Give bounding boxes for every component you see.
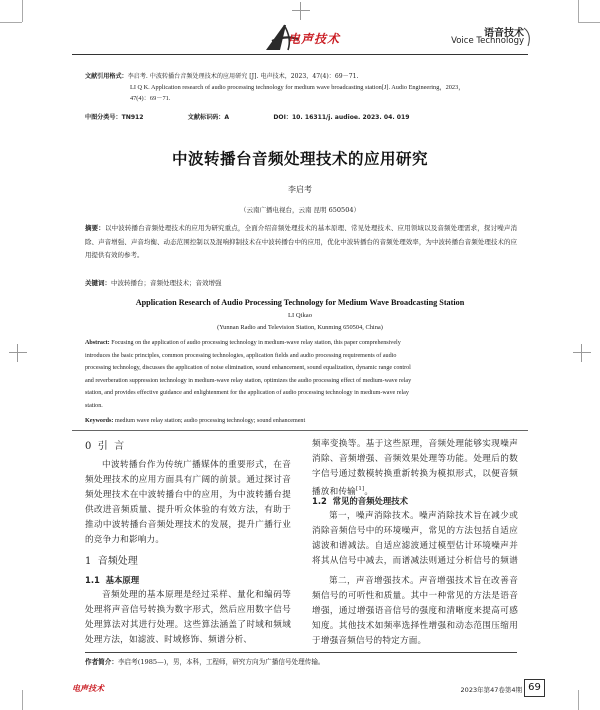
crop-mark xyxy=(578,22,600,23)
crop-mark xyxy=(22,0,23,22)
keywords-zh-text: 中波转播台；音频处理技术；音效增强 xyxy=(111,279,222,287)
author-footnote xyxy=(85,656,325,666)
doi-value: 10. 16311/j. audioe. 2023. 04. 019 xyxy=(291,114,410,121)
crop-mark xyxy=(22,690,23,710)
footnote-text: 李启考(1985—)，男，本科，工程师，研究方向为广播信号处理传输。 xyxy=(117,658,325,666)
section-1-1-paragraph: 音频处理的基本原理是经过采样、量化和编码等处理将声音信号转换为数字形式，然后应用数字信号处理算法对其进行处理。这些算法涵盖了时域和频域处理方法，如滤波、时域修饰、频谱分析、 xyxy=(85,590,291,645)
citation-block xyxy=(85,71,525,104)
affiliation-en: (Yunnan Radio and Television Station, Kunming 650504, China) xyxy=(217,324,383,331)
author-zh: 李启考 xyxy=(288,185,312,194)
abstract-zh xyxy=(85,222,517,263)
footnote-rule xyxy=(85,652,517,653)
section-1-2-heading: 1.2 常见的音频处理技术 xyxy=(312,496,409,506)
abstract-en xyxy=(85,337,525,413)
abstract-en-line: station. xyxy=(85,402,103,409)
right-column-paragraph-1 xyxy=(312,437,518,499)
crop-mark xyxy=(0,22,22,23)
logo-text: 电声技术 xyxy=(288,32,341,46)
abstract-en-line: station, and provides effective guidance and enlightenment for the application of audio processing technology in medium-wave relay xyxy=(85,390,409,397)
section-1-heading: 1 音频处理 xyxy=(85,556,138,567)
section-0-heading: 0 引 言 xyxy=(85,441,125,452)
footer-journal-name: 电声技术 xyxy=(72,684,104,693)
keywords-zh-label: 关键词： xyxy=(85,279,111,287)
citation-zh: 李启考. 中波转播台音频处理技术的应用研究 [J]. 电声技术，2023，47(4)：69－71. xyxy=(127,73,359,80)
section-1-1-heading: 1.1 基本原理 xyxy=(85,575,140,585)
header-rule xyxy=(72,54,528,55)
doc-code-label: 文献标识码： xyxy=(187,114,225,121)
doi-label: DOI： xyxy=(273,114,292,121)
footnote-label: 作者简介： xyxy=(85,658,118,666)
keywords-en-text: medium wave relay station; audio processing technology; sound enhancement xyxy=(113,418,306,424)
abstract-rule xyxy=(72,430,528,431)
section-title-zh: 语音技术 xyxy=(484,28,524,39)
abstract-zh-text: 以中波转播台音频处理技术的应用为研究重点，全面介绍音频处理技术的基本原理、常见处理技术、应用领域以及音频处理需求，探讨噪声消除、声音增强、声音均衡、动态范围控制以及混响抑制技术在中波转播台中的应用，优化中波转播台的音频处理效率，为中波转播台音频处理技术的应用提供有效的参考。 xyxy=(85,224,518,259)
keywords-en xyxy=(85,415,525,428)
citation-label: 文献引用格式： xyxy=(85,73,128,80)
footer-issue: 2023年第47卷第4期 xyxy=(460,686,522,694)
citation-ref: [1] xyxy=(355,486,365,492)
abstract-en-line: and reverberation suppression technology in medium-wave relay station, optimizes the audio processing effect of medium-wave relay xyxy=(85,377,412,384)
keywords-en-label: Keywords: xyxy=(85,418,114,424)
abstract-en-line: introduces the basic principles, common processing technologies, application fields and audio processing requirements of audio xyxy=(85,352,397,359)
section-1-2-paragraph-1 xyxy=(312,509,518,571)
right-paragraph-end: 。 xyxy=(364,486,374,497)
journal-logo xyxy=(262,22,372,52)
citation-en-line2: 47(4)：69－71. xyxy=(130,95,171,102)
author-en: LI Qikao xyxy=(288,312,312,319)
section-0-paragraph: 中波转播台作为传统广播媒体的重要形式，在音频处理技术的应用方面具有广阔的前景。通过探讨音频处理技术在中波转播台中的应用，为中波转播台提供改进音频质量、提升听众体验的有效方法，有助于推动中波转播台音频处理技术的发展，提升广播行业的竞争力和影响力。 xyxy=(85,460,291,545)
citation-en-line1: LI Q K. Application research of audio processing technology for medium wave broadcasting station[J]. Audio Engineering，2023， xyxy=(130,84,465,91)
registration-mark xyxy=(573,344,591,362)
crop-mark xyxy=(578,0,579,22)
header-swirl-icon xyxy=(522,26,534,48)
clc-value: TN912 xyxy=(121,114,144,121)
section-1-2-paragraph-2: 第二，声音增强技术。声音增强技术旨在改善音频信号的可听性和质量。其中一种常见的方法是语音增强，通过增强语音信号的强度和清晰度来提高可感知度。其他技术如频率选择性增强和动态范围压缩用于增强音频信号的特定方面。 xyxy=(312,576,518,646)
abstract-en-label: Abstract: xyxy=(85,340,110,346)
page-number: 69 xyxy=(524,679,545,697)
clc-label: 中图分类号： xyxy=(85,114,122,121)
classification-line xyxy=(85,112,525,123)
abstract-zh-label: 摘要： xyxy=(85,224,105,232)
affiliation-zh: （云南广播电视台，云南 昆明 650504） xyxy=(240,206,360,214)
abstract-en-line: Focusing on the application of audio processing technology in medium-wave relay station, this paper comprehensively xyxy=(109,340,401,346)
keywords-zh xyxy=(85,278,222,287)
right-paragraph-text: 频率变换等。基于这些原理，音频处理能够实现噪声消除、音频增强、音频效果处理等功能。处理后的数字信号通过数模转换重新转换为模拟形式，以便音频播放和传输 xyxy=(312,439,518,497)
registration-mark xyxy=(292,2,310,20)
doc-code-value: A xyxy=(224,114,230,121)
crop-mark xyxy=(578,690,579,710)
abstract-en-line: processing technology, discusses the application of noise elimination, sound enhancement, sound equalization, dynamic range control xyxy=(85,365,411,372)
title-en: Application Research of Audio Processing Technology for Medium Wave Broadcasting Station xyxy=(135,298,465,307)
registration-mark xyxy=(9,344,27,362)
title-zh: 中波转播台音频处理技术的应用研究 xyxy=(171,150,428,168)
section-title-en: Voice Technology xyxy=(451,36,524,46)
paragraph-text: 第一，噪声消除技术。噪声消除技术旨在减少或消除音频信号中的环境噪声，常见的方法包括自适应滤波和谱减法。自适应滤波通过模型估计环境噪声并将其从信号中减去，而谱减法则通过分析信号的频谱 xyxy=(312,511,518,566)
